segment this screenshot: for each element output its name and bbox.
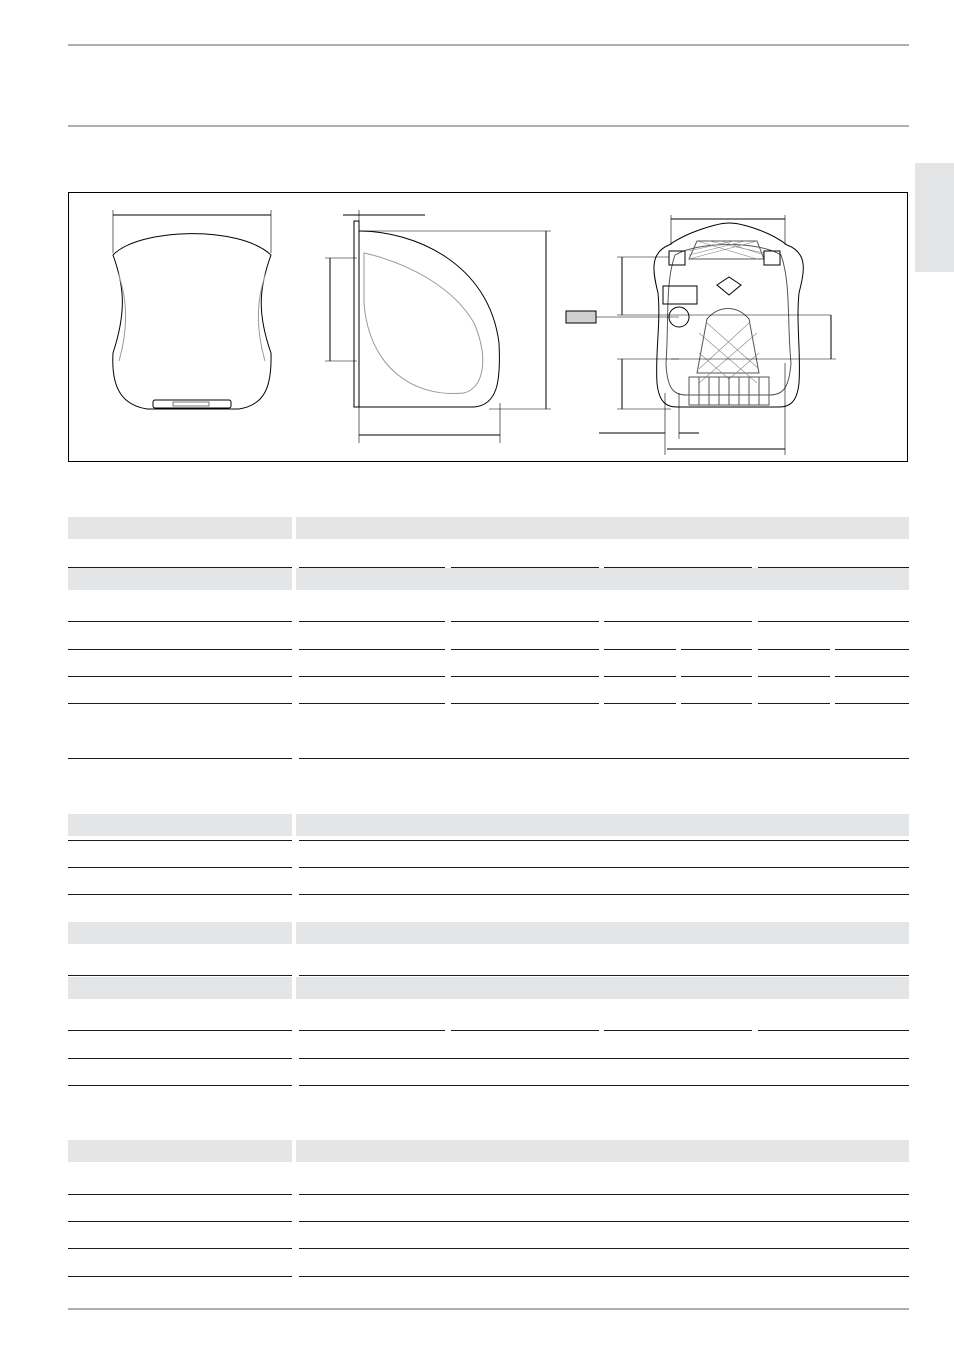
table-row-rule xyxy=(758,1030,909,1031)
rear-view-drawing xyxy=(566,215,836,455)
table-row-rule xyxy=(299,894,909,895)
table-row-rule xyxy=(68,1058,292,1059)
table-row-rule xyxy=(758,621,909,622)
table-row-rule xyxy=(299,867,909,868)
footer-rule xyxy=(68,1308,909,1310)
table-row-rule xyxy=(758,676,830,677)
table-row-rule xyxy=(68,894,292,895)
technical-data-table xyxy=(68,517,909,1277)
table-row-rule xyxy=(299,1030,445,1031)
table-row-rule xyxy=(835,649,909,650)
header-rule-bottom xyxy=(68,125,909,127)
table-row-rule xyxy=(604,621,752,622)
table-row-rule xyxy=(68,676,292,677)
table-row-rule xyxy=(68,867,292,868)
table-section-header-4 xyxy=(68,922,909,944)
table-row-rule xyxy=(604,1030,752,1031)
table-row-rule xyxy=(68,703,292,704)
table-row-rule xyxy=(451,649,599,650)
table-row-rule xyxy=(299,1194,909,1195)
table-section-header-6 xyxy=(68,1140,909,1162)
table-row-rule xyxy=(68,1030,292,1031)
table-row-rule xyxy=(604,649,676,650)
table-row-rule xyxy=(299,1248,909,1249)
table-row-rule xyxy=(451,703,599,704)
table-row-rule xyxy=(68,758,292,759)
table-row-rule xyxy=(835,676,909,677)
table-row-rule xyxy=(299,676,445,677)
table-row-rule xyxy=(758,649,830,650)
table-section-header-3 xyxy=(68,814,909,836)
table-row-rule xyxy=(835,703,909,704)
section-side-tab[interactable] xyxy=(915,163,954,272)
table-row-rule xyxy=(68,840,292,841)
table-row-rule xyxy=(451,1030,599,1031)
table-section-header-1 xyxy=(68,517,909,539)
table-row-rule xyxy=(299,1058,909,1059)
table-row-rule xyxy=(68,1194,292,1195)
table-row-rule xyxy=(299,1276,909,1277)
table-row-rule xyxy=(299,758,909,759)
table-row-rule xyxy=(604,703,676,704)
table-row-rule xyxy=(68,1248,292,1249)
table-row-rule xyxy=(299,840,909,841)
table-row-rule xyxy=(68,1276,292,1277)
table-row-rule xyxy=(299,1085,909,1086)
table-row-rule xyxy=(68,1085,292,1086)
table-row-rule xyxy=(758,703,830,704)
side-view-drawing xyxy=(325,210,551,443)
header-rule-top xyxy=(68,44,909,46)
table-row-rule xyxy=(299,703,445,704)
table-row-rule xyxy=(681,649,752,650)
table-row-rule xyxy=(451,676,599,677)
dimension-drawing xyxy=(69,193,909,463)
table-row-rule xyxy=(604,676,676,677)
table-row-rule xyxy=(299,1221,909,1222)
table-section-header-2 xyxy=(68,568,909,590)
table-row-rule xyxy=(299,621,445,622)
table-row-rule xyxy=(681,703,752,704)
table-row-rule xyxy=(68,621,292,622)
table-row-rule xyxy=(299,975,909,976)
table-row-rule xyxy=(68,975,292,976)
table-row-rule xyxy=(681,676,752,677)
table-row-rule xyxy=(68,649,292,650)
table-row-rule xyxy=(68,1221,292,1222)
front-view-drawing xyxy=(113,210,271,409)
dimension-drawing-figure xyxy=(68,192,908,462)
table-row-rule xyxy=(451,621,599,622)
table-row-rule xyxy=(299,649,445,650)
table-section-header-5 xyxy=(68,977,909,999)
